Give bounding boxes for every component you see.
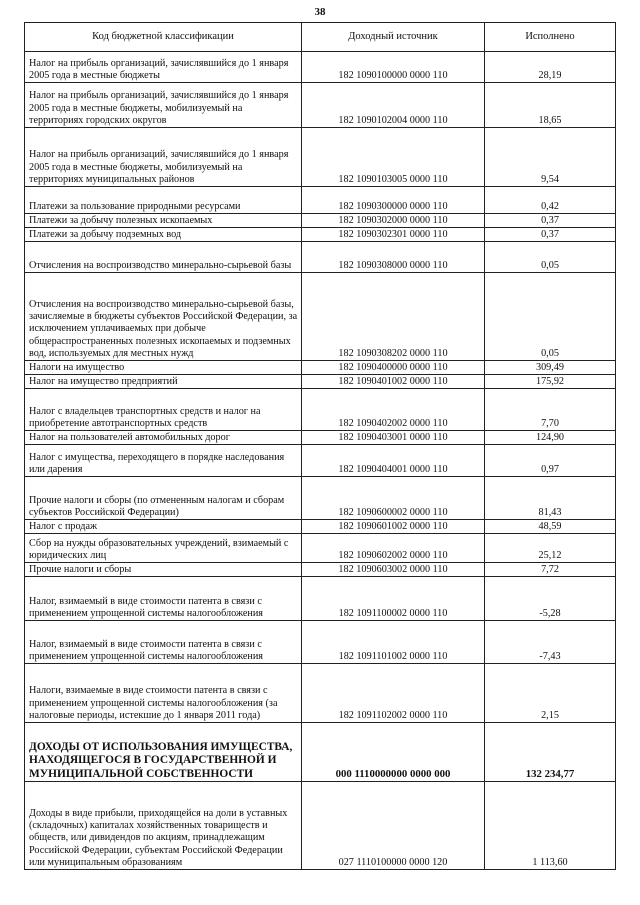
table-row xyxy=(25,431,616,445)
row-code: 182 1091102002 0000 110 xyxy=(302,664,485,723)
table-row xyxy=(25,621,616,664)
table-row xyxy=(25,723,616,782)
row-code: 182 1090103005 0000 110 xyxy=(302,128,485,187)
table-row xyxy=(25,445,616,477)
table-row xyxy=(25,273,616,361)
row-name: Доходы в виде прибыли, приходящейся на доли в уставных (складочных) капиталах хозяйственных товариществ и обществ, или дивидендов по акциям, принадлежащим Российской Федерации, субъектам Российской Федерации или муниципальным образованиям xyxy=(25,782,302,870)
row-code: 182 1091100002 0000 110 xyxy=(302,577,485,621)
row-code: 182 1090404001 0000 110 xyxy=(302,445,485,477)
row-name: Прочие налоги и сборы xyxy=(25,563,302,577)
row-value: -7,43 xyxy=(485,621,616,664)
row-code: 182 1090308202 0000 110 xyxy=(302,273,485,361)
row-value: 2,15 xyxy=(485,664,616,723)
row-code: 182 1090302000 0000 110 xyxy=(302,214,485,228)
row-value: 28,19 xyxy=(485,52,616,83)
row-name: Налоги, взимаемые в виде стоимости патента в связи с применением упрощенной системы налогообложения (за налоговые периоды, истекшие до 1 января 2011 года) xyxy=(25,664,302,723)
row-value: 0,05 xyxy=(485,242,616,273)
row-value: 48,59 xyxy=(485,520,616,534)
column-header-executed: Исполнено xyxy=(485,23,616,52)
row-value: 0,37 xyxy=(485,214,616,228)
row-code: 182 1090100000 0000 110 xyxy=(302,52,485,83)
row-name: Налог на прибыль организаций, зачислявшийся до 1 января 2005 года в местные бюджеты, мобилизуемый на территориях городских округов xyxy=(25,83,302,128)
row-code: 182 1090400000 0000 110 xyxy=(302,361,485,375)
row-value: 0,97 xyxy=(485,445,616,477)
table-row xyxy=(25,782,616,870)
table-row xyxy=(25,361,616,375)
row-code: 182 1090600002 0000 110 xyxy=(302,477,485,520)
row-name: Платежи за добычу подземных вод xyxy=(25,228,302,242)
row-code: 182 1090401002 0000 110 xyxy=(302,375,485,389)
table-row xyxy=(25,187,616,214)
row-name: Платежи за пользование природными ресурсами xyxy=(25,187,302,214)
table-row xyxy=(25,664,616,723)
page-number: 38 xyxy=(314,6,326,18)
table-row xyxy=(25,563,616,577)
budget-table xyxy=(24,22,616,870)
table-row xyxy=(25,534,616,563)
row-code: 182 1090603002 0000 110 xyxy=(302,563,485,577)
row-value: 175,92 xyxy=(485,375,616,389)
row-name: Прочие налоги и сборы (по отмененным налогам и сборам субъектов Российской Федерации) xyxy=(25,477,302,520)
table-row xyxy=(25,228,616,242)
row-value: 0,42 xyxy=(485,187,616,214)
table-row xyxy=(25,577,616,621)
row-code: 182 1090403001 0000 110 xyxy=(302,431,485,445)
row-code: 182 1090302301 0000 110 xyxy=(302,228,485,242)
row-value: 132 234,77 xyxy=(485,723,616,782)
table-header-row xyxy=(25,23,616,52)
row-name: Налог на прибыль организаций, зачислявшийся до 1 января 2005 года в местные бюджеты xyxy=(25,52,302,83)
row-name: Налог, взимаемый в виде стоимости патента в связи с применением упрощенной системы налогообложения xyxy=(25,621,302,664)
column-header-source: Доходный источник xyxy=(302,23,485,52)
row-code: 182 1090402002 0000 110 xyxy=(302,389,485,431)
row-code: 000 1110000000 0000 000 xyxy=(302,723,485,782)
row-name: Налог с владельцев транспортных средств и налог на приобретение автотранспортных средств xyxy=(25,389,302,431)
row-name: Отчисления на воспроизводство минерально-сырьевой базы, зачисляемые в бюджеты субъектов Российской Федерации, за исключением уплачиваемых при добыче общераспространенных полезных ископаемых и подземных вод, используемых для местных нужд xyxy=(25,273,302,361)
row-code: 182 1090602002 0000 110 xyxy=(302,534,485,563)
table-row xyxy=(25,477,616,520)
row-code: 182 1090308000 0000 110 xyxy=(302,242,485,273)
table-row xyxy=(25,242,616,273)
row-name: ДОХОДЫ ОТ ИСПОЛЬЗОВАНИЯ ИМУЩЕСТВА, НАХОДЯЩЕГОСЯ В ГОСУДАРСТВЕННОЙ И МУНИЦИПАЛЬНОЙ СОБСТВЕННОСТИ xyxy=(25,723,302,782)
row-value: 124,90 xyxy=(485,431,616,445)
row-name: Налог на прибыль организаций, зачислявшийся до 1 января 2005 года в местные бюджеты, мобилизуемый на территориях муниципальных районов xyxy=(25,128,302,187)
row-name: Налоги на имущество xyxy=(25,361,302,375)
row-name: Отчисления на воспроизводство минерально-сырьевой базы xyxy=(25,242,302,273)
row-value: 7,70 xyxy=(485,389,616,431)
table-row xyxy=(25,214,616,228)
row-name: Налог с имущества, переходящего в порядке наследования или дарения xyxy=(25,445,302,477)
row-code: 182 1090102004 0000 110 xyxy=(302,83,485,128)
row-value: 1 113,60 xyxy=(485,782,616,870)
table-row xyxy=(25,389,616,431)
row-value: 81,43 xyxy=(485,477,616,520)
table-row xyxy=(25,375,616,389)
row-name: Сбор на нужды образовательных учреждений, взимаемый с юридических лиц xyxy=(25,534,302,563)
row-name: Налог с продаж xyxy=(25,520,302,534)
column-header-classification: Код бюджетной классификации xyxy=(25,23,302,52)
row-value: 0,05 xyxy=(485,273,616,361)
row-name: Налог на пользователей автомобильных дорог xyxy=(25,431,302,445)
table-row xyxy=(25,52,616,83)
row-value: 309,49 xyxy=(485,361,616,375)
row-value: 0,37 xyxy=(485,228,616,242)
row-value: 9,54 xyxy=(485,128,616,187)
table-row xyxy=(25,520,616,534)
row-name: Налог на имущество предприятий xyxy=(25,375,302,389)
row-value: 7,72 xyxy=(485,563,616,577)
row-value: 18,65 xyxy=(485,83,616,128)
row-code: 182 1090601002 0000 110 xyxy=(302,520,485,534)
row-value: 25,12 xyxy=(485,534,616,563)
table-row xyxy=(25,83,616,128)
row-code: 182 1090300000 0000 110 xyxy=(302,187,485,214)
row-value: -5,28 xyxy=(485,577,616,621)
row-code: 027 1110100000 0000 120 xyxy=(302,782,485,870)
row-name: Платежи за добычу полезных ископаемых xyxy=(25,214,302,228)
table-row xyxy=(25,128,616,187)
row-code: 182 1091101002 0000 110 xyxy=(302,621,485,664)
row-name: Налог, взимаемый в виде стоимости патента в связи с применением упрощенной системы налогообложения xyxy=(25,577,302,621)
